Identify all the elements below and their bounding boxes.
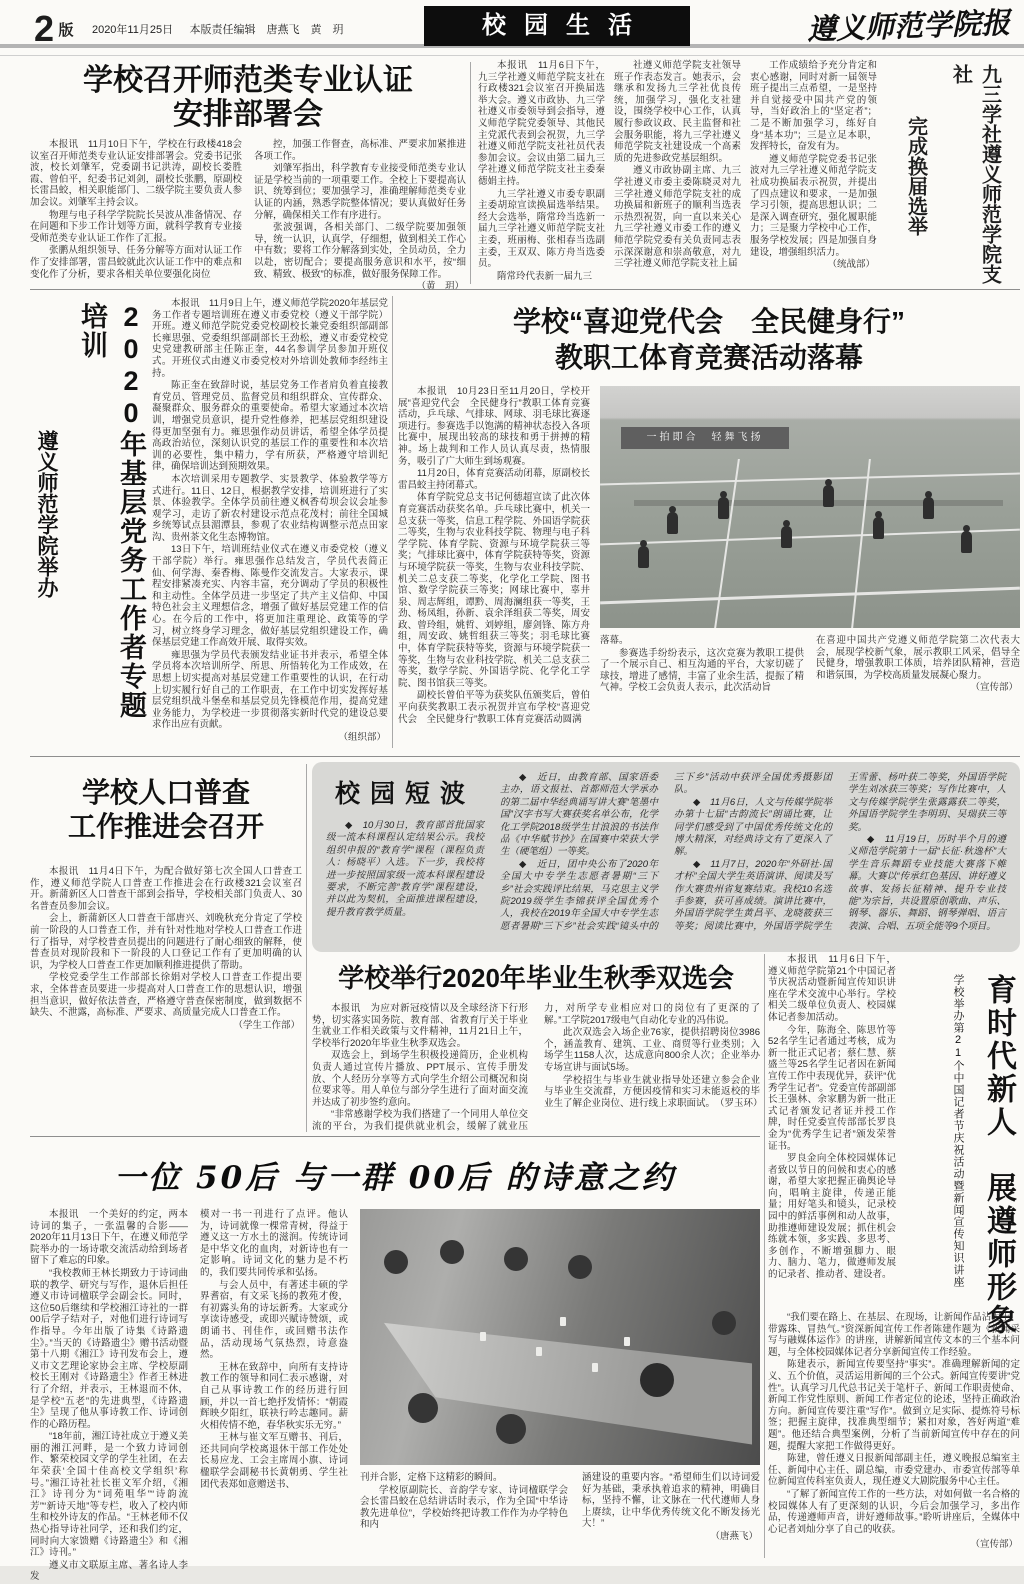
player-silhouette bbox=[961, 531, 972, 553]
player-silhouette bbox=[667, 512, 678, 534]
paragraph: “我们要在路上、在基层、在现场，让新闻作品沾泥土、带露珠、冒热气。”资深新闻宣传工作者陈建作题为《新闻采写与融媒体运作》的讲座，讲解新闻宣传文本的三个基本问题，与全体校园媒体记者分享新闻宣传工作经验。 bbox=[768, 1312, 1020, 1358]
paragraph: 13日下午，培训班结业仪式在遵义市委党校（遵义干部学院）举行。雍思强作总结发言，学员代表简正仙、何学海、秦香梅、陈曼作交流发言。大家表示，课程安排紧凑充实、内容丰富，充分调动了学员的积极性和主动性。全体学员进一步坚定了共产主义信仰、中国特色社会主义理想信念，增强了做好基层党建工作的信心。在今后的工作中，将更加注重理论、政策等的学习，树立终身学习理念，做好基层党组织建设工作，确保基层党建工作高效开展、取得实效。 bbox=[152, 544, 388, 649]
paragraph: 本报讯 11月10日下午，学校在行政楼418会议室召开师范类专业认证安排部署会。党委书记张波，校长刘肇军，党委副书记洪涛，副校长娄胜霞、曾伯平，纪委书记刘剑，副校长张鹏，原副校长雷昌蛟，相关职能部门、二级学院主要负责人参加会议。刘肇军主持会议。 bbox=[30, 139, 242, 208]
column-divider bbox=[392, 296, 393, 748]
article-column bbox=[152, 296, 388, 748]
byline: （唐燕飞） bbox=[710, 1530, 758, 1542]
header-meta bbox=[34, 8, 356, 50]
court-line bbox=[851, 459, 871, 628]
byline: （宣传部） bbox=[970, 682, 1018, 694]
vertical-headline-block bbox=[896, 954, 1020, 1337]
paragraph: “我校教师王林长期致力于诗词曲联的教学、研究与写作，退休后担任遵义市诗词楹联学会副会长。同时，这位50后继续和学校湘江诗社的一群00后学子结对子，对他们进行诗词写作指导。今年出版了诗集《诗路遗尘》。”当天的《诗路遗尘》赠书活动暨第十八期《湘江》诗刊发布会上，遵义市文艺理论家协会主席、学校原副校长王刚对《诗路遗尘》作者王林进行了介绍，并表示，王林退而不休，是学校“五老”的先进典型，《诗路遗尘》呈现了他从事诗教工作、诗词创作的心路历程。 bbox=[30, 1267, 188, 1430]
vertical-headline-block bbox=[30, 296, 152, 748]
person-silhouette bbox=[712, 1311, 736, 1335]
headline-main: 九三学社遵义师范学院支社 bbox=[949, 64, 1001, 284]
paragraph: 遵义市政协副主席、九三学社遵义市委主委陈晓灵对九三学社遵义师范学院支社的成功换届和新班子的顺利当选表示热烈祝贺，向一直以来关心九三学社遵义市委工作的遵义师范学院党委有关负责同志表示深深谢意和崇高敬意，对九三学社遵义师范学院支社上届 bbox=[614, 165, 741, 270]
byline: （黄 玥） bbox=[416, 281, 464, 293]
caption-column bbox=[816, 635, 1020, 695]
paragraph: 本报讯 为应对新冠疫情以及全球经济下行形势，切实落实国务院、教育部、省教育厅关于毕业生就业工作相关政策与文件精神，11月21日上午，学校举行2020年毕业生秋季双选会。 bbox=[312, 1003, 528, 1049]
vertical-headline-block bbox=[886, 60, 1020, 287]
paragraph: 王林与崔文军互赠书、刊后，还共同向学校离退休干部工作处处长易应龙、工会主席周小旗、诗词楹联学会副秘书长黄朝勇、学生社团代表郑如意赠送书、 bbox=[200, 1432, 348, 1490]
player-silhouette bbox=[781, 526, 792, 548]
article-headline-line2: 工作推进会召开 bbox=[67, 811, 264, 842]
badminton-courts-photo bbox=[600, 386, 1020, 628]
cup bbox=[560, 1317, 566, 1326]
paragraph: “了解了新闻宣传工作的一些方法，对如何做一名合格的校园媒体人有了更深刻的认识，今后会加强学习，多出作品，传递遵师声音，讲好遵师故事。”聆听讲座后，全媒体中心记者刘灿分享了自己的收获。 bbox=[768, 1488, 1020, 1535]
paragraph: 本报讯 11月6日下午，遵义师范学院第21个中国记者节庆祝活动暨新闻宣传知识讲座在学术交流中心举行。学校相关二级单位负责人、校园媒体记者参加活动。 bbox=[768, 954, 896, 1023]
column-divider bbox=[470, 62, 471, 284]
issue-date: 2020年11月25日 bbox=[91, 24, 174, 36]
cup bbox=[536, 1347, 542, 1356]
paragraph: 本报讯 11月4日下午，为配合做好第七次全国人口普查工作，遵义师范学院人口普查工作推进会在行政楼321会议室召开。新蒲新区人口普查干部到会指导，学校相关部门负责人、30名普查员参加会议。 bbox=[30, 866, 302, 912]
byline: （组织部） bbox=[338, 731, 386, 743]
person-silhouette bbox=[640, 1363, 674, 1397]
vertical-headline bbox=[950, 974, 1020, 1337]
photo-and-caption-block bbox=[600, 386, 1020, 726]
campus-briefs-box bbox=[312, 762, 1020, 952]
page-number: 2 bbox=[34, 8, 55, 49]
caption-column bbox=[582, 1472, 760, 1543]
paragraph: 与会人员中，有著述丰硕的学界耆宿，有文采飞扬的教苑才俊，有初露头角的诗坛新秀。大家或分享读诗感受，或即兴赋诗赞颂，或朗诵书、刊佳作，或回赠书法作品，活动现场气氛热烈，诗意盎然。 bbox=[200, 1279, 348, 1361]
paragraph: 工作成绩给予充分肯定和衷心感谢，同时对新一届领导班子提出三点希望，一是坚持并自觉接受中国共产党的领导，当好政治上的“坚定者”；二是不断加强学习，练好自身“基本功”；三是立足本职，发挥特长，奋发有为。 bbox=[750, 60, 877, 153]
poetry-meeting-photo bbox=[360, 1209, 760, 1465]
cup bbox=[592, 1363, 598, 1372]
article-column bbox=[768, 1312, 1020, 1538]
editors-line: 本版责任编辑 唐燕飞 黄 玥 bbox=[189, 24, 344, 36]
article-column bbox=[478, 60, 605, 287]
person-silhouette bbox=[384, 1250, 408, 1274]
caption-column bbox=[360, 1472, 568, 1543]
headline-sub: 完成换届选举 bbox=[904, 116, 927, 236]
brief-item: ◆ 11月6日，人文与传媒学院举办第十七届“古韵流长”朗诵比赛，让同学们感受到了中国优秀传统文化的博大精深，对经典诗文有了更深入了解。 bbox=[674, 796, 832, 858]
article-column bbox=[398, 386, 590, 726]
paragraph: 陈建表示，新闻宣传要坚持“事实”。准确理解新闻的定义、五个价值，灵活运用新闻的三个公式。新闻宣传要讲“党性”。认真学习几代总书记关于笔杆子、新闻工作职责使命、新闻工作党性原则、新闻工作者定位的论述，坚持正确政治方向。新闻宣传要注重“写作”。做到立足实际、提炼符号标签；把握主旋律，找准典型细节；紧扣对象，答好两道“难题”。他还结合典型案例，分析了当前新闻宣传中存在的问题，提醒大家把工作做得更好。 bbox=[768, 1359, 1020, 1452]
paragraph: 九三学社遵义市委专职副主委胡琼宣读换届选举结果。经大会选举，隋常玲当选新一届九三学社遵义师范学院支社主委，班丽梅、张相春当选副主委，王双双、陈方舟当选委员。 bbox=[478, 188, 605, 270]
photo-banner-text: 一拍即合 轻舞飞扬 bbox=[621, 427, 789, 449]
article-headline-line2: 教职工体育竞赛活动落幕 bbox=[554, 342, 863, 373]
paragraph: 雍思强为学员代表颁发结业证书并表示，希望全体学员将本次培训所学、所思、所悟转化为工作成效，在思想上切实提高对基层党建工作重要性的认识，在行动上切实履行好自己的工作职责，在工作中切实发挥好基层党组织战斗堡垒和基层党员先锋模范作用，提高党建业务能力，为学校进一步贯彻落实新时代党的建设总要求作出应有贡献。 bbox=[152, 649, 388, 731]
paragraph: 模对一书一刊进行了点评。他认为，诗词就像一棵常青树，得益于遵义这一方水土的滋润。传统诗词是中华文化的血肉，对新诗也有一定影响。诗词文化的魅力是不朽的，我们要共同传承和弘扬。 bbox=[200, 1209, 348, 1278]
paragraph: 副校长曾伯平等为获奖队伍颁奖后，曾伯平向获奖教职工表示祝贺并宣布学校“喜迎党代会 全民健身行”教职工体育竞赛活动圆满 bbox=[398, 690, 590, 725]
brief-item: ◆ 11月19日，历时半个月的遵义师范学院第十一届“长征·秋逸杯”大学生音乐舞蹈专业技能大赛落下帷幕。大赛以“传承红色基因、讲好遵义故事、发扬长征精神、提升专业技能”为宗旨，共设置原创歌曲、声乐、钢琴、器乐、舞蹈、钢琴弹唱、语言表演、合唱、五项全能等9个项目。 bbox=[848, 834, 1006, 932]
person-silhouette bbox=[496, 1414, 526, 1444]
paragraph: 11月20日，体育竞赛活动闭幕，原副校长雷昌蛟主持闭幕式。 bbox=[398, 468, 590, 491]
player-silhouette bbox=[638, 546, 649, 568]
player-silhouette bbox=[923, 497, 934, 519]
paragraph: 张波强调，各相关部门、二级学院要加强领导，统一认识，认真学，仔细想，做到相关工作心中有数；要将工作分解落到实处，全员动员，全力以赴，密切配合；要提高服务意识和水平，按“细致、精致、极致”的标准，做好服务保障工作。 bbox=[254, 222, 466, 280]
section-divider bbox=[30, 289, 1020, 290]
article-column bbox=[768, 954, 896, 1306]
article-column bbox=[750, 60, 877, 287]
paragraph: 体育学院党总支书记何德超宣读了此次体育竞赛活动获奖名单。乒乓球比赛中，机关一总支获一等奖，信息工程学院、外国语学院获二等奖，生物与农业科技学院、物理与电子科学学院、体育学院、资源与环境学院获三等奖；气排球比赛中，体育学院获特等奖，资源与环境学院获一等奖，生物与农业科技学院、机关二总支获二等奖，化学化工学院、图书馆、数学学院获三等奖；网球比赛中，辜井泉、周志辉组，谭黔、周海澜组获一等奖，王劲、杨凤组，孙新、袁余泽组获二等奖，周安政、曾玲组，姚哲、刘婷组，廖剑锋、陈方舟组，周安政、姚哲组获三等奖；羽毛球比赛中，体育学院获特等奖，资源与环境学院获一等奖，生物与农业科技学院、机关二总支获二等奖，数学学院、外国语学院、化学化工学院、图书馆获三等奖。 bbox=[398, 492, 590, 689]
masthead-logo: 遵义师范学院报 bbox=[806, 5, 1011, 47]
section-divider bbox=[30, 756, 1020, 757]
court-line bbox=[714, 459, 740, 628]
brief-item: ◆ 近日，由教育部、国家语委主办，语文报社、首都师范大学承办的第二届中华经典诵写讲大赛“笔墨中国”汉字书写大赛获奖名单公布，化学化工学院2018级学生甘浪浪的书法作品《中华赋节抄》在国赛中荣获大学生（硬笔组）一等奖。 bbox=[500, 772, 658, 858]
person-silhouette bbox=[568, 1255, 592, 1279]
player-silhouette bbox=[873, 517, 884, 539]
person-silhouette bbox=[440, 1240, 464, 1264]
article-journalists-day bbox=[768, 954, 1020, 1560]
paragraph: 陈正奎在致辞时说，基层党务工作者肩负着直接教育党员、管理党员、监督党员和组织群众、宣传群众、凝聚群众、服务群众的重要使命。希望大家通过本次培训，增强党员意识，提升党性修养，把基层党组织建设得更加坚强有力。雍思强作动员讲话，希望全体学员提高政治站位，深刻认识党的基层工作的重要性和本次培训的必要性，集中精力，学有所获，严格遵守培训纪律，确保培训达到预期效果。 bbox=[152, 380, 388, 473]
cup bbox=[480, 1332, 486, 1341]
briefs-title: 校园短波 bbox=[334, 780, 475, 808]
paragraph: 控，加强工作督查，高标准、严要求加紧推进各项工作。 bbox=[254, 139, 466, 162]
paragraph: 刘肇军指出，科学教育专业接受师范类专业认证是学校当前的一项重要工作。全校上下要提高认识、统筹到位；要加强学习，准确理解师范类专业认证的内涵，熟悉学院整体情况；要认真做好任务分解，确保相关工作有序进行。 bbox=[254, 163, 466, 221]
article-column bbox=[614, 60, 741, 287]
paragraph: 学校党委学生工作部部长徐娟对学校人口普查工作提出要求，全体普查员要进一步提高对人口普查工作的思想认识，增强担当意识，做好依法普查，严格遵守普查保密制度，做到数据不缺失、不泄露，高标准、严要求、高质量完成人口普查工作。 bbox=[30, 972, 302, 1019]
paragraph: 本次培训采用专题教学、实景教学、体验教学等方式进行。11日、12日，根据教学安排，培训班进行了实景、体验教学。全体学员前往遵义枫香苟坝会议会址参观学习，走访了新农村建设示范点花茂村；前往全国城乡统筹试点县湄潭县，参观了农业结构调整示范点田家沟、贵州茶文化生态博物馆。 bbox=[152, 473, 388, 543]
paragraph: 隋常玲代表新一届九三 bbox=[497, 270, 593, 282]
article-headline: 学校举行2020年毕业生秋季双选会 bbox=[338, 963, 734, 993]
column-divider bbox=[306, 764, 307, 1132]
player-silhouette bbox=[823, 485, 834, 507]
player-silhouette bbox=[718, 497, 729, 519]
paragraph: 本报讯 一个美好的约定，两本诗词的集子，一张温馨的合影——2020年11月13日下午，在遵义师范学院举办的一场诗歌交流活动给到场者留下了难忘的印象。 bbox=[30, 1209, 188, 1267]
article-census-meeting bbox=[30, 766, 302, 1130]
paragraph: 陈建，曾任遵义日报新闻部副主任，遵义晚报总编室主任、新闻中心主任、副总编，市委党建办、市委宣传部等单位新闻宣传科室负责人，现任遵义大剧院服务中心主任。 bbox=[768, 1453, 1020, 1488]
cup bbox=[624, 1337, 630, 1346]
paragraph: 遵义师范学院党委书记张波对九三学社遵义师范学院支社成功换届表示祝贺，并提出了四点建议和要求，一是加强学习引领，提高思想认识；二是深入调查研究，强化履职能力；三是聚力学校中心工作，服务学校发展；四是加强自身建设，增强组织活力。 bbox=[750, 153, 877, 258]
paragraph: 学校招生与毕业生就业指导处还建立参会企业与毕业生交流群，方便因疫情和实习未能返校的毕业生了解企业岗位、进行线上求职面试。 （罗玉环） bbox=[544, 1074, 763, 1109]
headline-kicker: 遵义师范学院举办 bbox=[35, 430, 58, 598]
article-poetry-meeting bbox=[30, 1140, 760, 1583]
article-accreditation-meeting bbox=[30, 62, 466, 293]
article-headline: 学校人口普查 bbox=[81, 777, 250, 808]
court-line bbox=[600, 529, 1020, 546]
paragraph: 社遵义师范学院支社领导班子作表态发言。她表示，会继承和发扬九三学社优良传统，加强学习，强化支社建设，围绕学校中心工作，认真履行参政议政、民主监督和社会服务职能，将九三学社遵义师范学院支社建设成一个高素质的先进参政党基层组织。 bbox=[614, 60, 741, 164]
article-party-training bbox=[30, 296, 388, 748]
paragraph: 学校原副院长、音韵学专家、诗词楹联学会会长雷昌蛟在总结讲话时表示，作为全国“中华诗教先进单位”，学校始终把诗教工作作为办学特色和内 bbox=[360, 1484, 568, 1531]
brief-item: ◆ 近日，团中央公布了2020年全国大中专学生志愿者暑期“三下乡”社会实践评比结果，马克思主义学院2019级学生李锦获评全国优秀个人，我校在2019年全国大中专学生志愿者暑期“三下乡”社会实践“镜头中的三下乡”活动中获评全国优秀摄影团队。 bbox=[500, 772, 832, 932]
paragraph: 双选会上，到场学生积极投递简历，企业机构负责人通过宣传片播放、PPT展示、宣传手册发放、个人经历分享等方式向学生介绍公司概况和岗位要求等。用人单位与部分学生进行了面对面交流并达成了初步签约意向。 bbox=[312, 1050, 528, 1108]
section-banner: 校园生活 bbox=[424, 6, 690, 46]
paragraph: 张鹏从组织领导、任务分解等方面对认证工作作了安排部署，雷昌蛟就此次认证工作中的难点和变化作了分析，要求各相关单位要强化岗位 bbox=[30, 245, 242, 280]
vertical-headline bbox=[31, 302, 151, 748]
page-header bbox=[0, 0, 1024, 58]
paragraph: 本报讯 11月6日下午，九三学社遵义师范学院支社在行政楼321会议室召开换届选举大会。遵义市政协、九三学社遵义市委领导到会指导，遵义师范学院党委领导、其他民主党派代表到会祝贺，九三学社遵义师范学院支社社员代表参加会议。会议由第二届九三学社遵义师范学院支社主委秦德娟主持。 bbox=[478, 60, 605, 187]
paragraph: “18年前，湘江诗社成立于遵义美丽的湘江河畔，是一个致力诗词创作、繁荣校园文学的学生社团，在去年荣获‘全国十佳高校文学组织’称号。”湘江诗社社长崔文军介绍，《湘江》诗刊分为“词苑咀华”“诗韵流芳”“新诗天地”等专栏，收入了校内师生和校外诗友的作品。“王林老师不仅热心指导诗社同学，还和我们约定，同时向大家馈赠《诗路遗尘》和《湘江》诗刊。” bbox=[30, 1431, 188, 1559]
paragraph: 本报讯 10月23日至11月20日，学校开展“喜迎党代会 全民健身行”教职工体育竞赛活动，乒乓球、气排球、网球、羽毛球比赛逐项进行。参赛选手以饱满的精神状态投入各项比赛中，展现出较高的球技和勇于拼搏的精神。场上裁判和工作人员认真尽责，热情服务，吸引了广大师生到场观赛。 bbox=[398, 386, 590, 467]
photo-and-caption-block bbox=[360, 1209, 760, 1584]
article-headline-line2: 安排部署会 bbox=[173, 98, 323, 131]
headline-main: 2020年基层党务工作者专题培训 bbox=[77, 302, 146, 720]
badminton-net bbox=[634, 500, 1004, 506]
article-jiusan-election bbox=[478, 60, 1020, 287]
headline-main: 育时代新人 展遵师形象 bbox=[982, 974, 1015, 1337]
article-headline: 学校“喜迎党代会 全民健身行” bbox=[512, 306, 905, 337]
paragraph: 刊并合影，定格下这精彩的瞬间。 bbox=[360, 1472, 503, 1483]
byline: （宣传部） bbox=[970, 1539, 1018, 1550]
article-sports-competition bbox=[398, 296, 1020, 748]
court-line bbox=[600, 587, 1020, 605]
article-columns bbox=[312, 1003, 763, 1143]
person-silhouette bbox=[504, 1247, 528, 1271]
article-column bbox=[200, 1209, 348, 1584]
brief-item: ◆ 10月30日，教育部首批国家级一流本科课程认定结果公示。我校组织申报的“教育学”课程（课程负责人：杨晓平）入选。下一步，我校将进一步按照国家级一流本科课程建设要求，不断完善“教育学”课程建设，并以此为契机，全面推进课程建设，提升教育教学质量。 bbox=[326, 820, 484, 918]
paragraph: 落幕。 bbox=[600, 635, 629, 646]
paragraph: 涵建设的重要内容。“希望师生们以诗词爱好为基础，秉承执着追求的精神，明确目标，坚持不懈，让文脉在一代代遵师人身上赓续，让中华优秀传统文化不断发扬光大！” bbox=[582, 1472, 760, 1530]
byline: （统战部） bbox=[827, 259, 875, 271]
byline: （学生工作部） bbox=[233, 1019, 300, 1031]
paragraph: 王林在致辞中，向所有支持诗教工作的领导和同仁表示感谢，对自己从事诗教工作的经历进行回顾，并以一首七绝抒发情怀：“朝霞辉映夕阳红，联袂行吟志趣同。薪火相传情不绝，春华秋实乐无穷。” bbox=[200, 1361, 348, 1431]
brief-item: ◆ 11月7日，2020年“外研社·国才杯”全国大学生英语演讲、阅读及写作大赛贵州省复赛结束。我校10名选手参赛，获可喜成绩。演讲比赛中，外国语学院学生黄昌平、龙晓筱获三等奖；阅读比赛中，外国语学院学生王雪蕾、杨叶获二等奖，外国语学院学生刘冰获三等奖；写作比赛中，人文与传媒学院学生张露露获二等奖，外国语学院学生李明玥、吴瑞获三等奖。 bbox=[674, 772, 1006, 932]
paragraph: 本报讯 11月9日上午，遵义师范学院2020年基层党务工作者专题培训班在遵义市委党校（遵义干部学院）开班。遵义师范学院党委党校副校长兼党委组织部副部长雍思强、党委组织部副部长王劲松，遵义市委党校党史党建教研部主任陈正奎，44名参训学员参加开班仪式。开班仪式由遵义市委党校对外培训处教师李经纬主持。 bbox=[152, 298, 388, 379]
court-line bbox=[600, 472, 1020, 485]
paragraph: 参赛选手纷纷表示，这次竞赛为教职工提供了一个展示自己、相互沟通的平台，大家切磋了球技，增进了感情，丰富了业余生活，提振了精气神。学校工会负责人表示，此次活动旨 bbox=[600, 647, 804, 694]
caption-column bbox=[600, 635, 804, 695]
vertical-headline bbox=[902, 64, 1005, 287]
article-column bbox=[254, 139, 466, 293]
paragraph: 会上，新蒲新区人口普查干部唐兴、刘晚秋充分肯定了学校前一阶段的人口普查工作，并有针对性地对学校人口普查工作进行了指导，对学校普查员提出的问题进行了耐心细致的解释，使普查员对现阶段和下一阶段的人口登记工作有了更加明确的认识，为学校人口普查工作更加顺利推进提供了帮助。 bbox=[30, 913, 302, 971]
article-headline: 学校召开师范类专业认证 bbox=[83, 64, 413, 97]
section-divider bbox=[30, 1136, 760, 1137]
article-job-fair bbox=[312, 956, 763, 1134]
paragraph: 今年，陈海全、陈思竹等52名学生记者通过考核，成为新一批正式记者；蔡仁慧、蔡盛兰等25名学生记者因在新闻宣传工作中表现优异，获评“优秀学生记者”。党委宣传部副部长王强林、余家鹏为新一批正式记者颁发记者证并授工作牌，时任党委宣传部部长罗良金为“优秀学生记者”颁发荣誉证书。 bbox=[768, 1024, 896, 1152]
paragraph: 物理与电子科学学院院长吴波从准备情况、存在问题和下步工作计划等方面，就科学教育专业接受师范类专业认证工作作了汇报。 bbox=[30, 209, 242, 244]
paragraph: “非常感谢学校为我们搭建了一个同用人单位交流的平台，为我们提供就业机会，缓解了就业压力，对所学专业相应对口的岗位有了更深的了解。”工学院2017级电气自动化专业的冯伟说。 bbox=[312, 1003, 760, 1132]
article-headline: 一位 50后 与一群 00后 的诗意之约 bbox=[114, 1160, 676, 1196]
column-divider bbox=[764, 954, 765, 1558]
person-silhouette bbox=[408, 1393, 438, 1423]
paragraph: 在喜迎中国共产党遵义师范学院第二次代表大会，展现学校新气象，展示教职工风采，倡导全民健身，增强教职工体质，培养团队精神，营造和谐氛围，为学校高质量发展凝心聚力。 bbox=[816, 635, 1020, 681]
page-number-label: 版 bbox=[58, 21, 74, 39]
article-column bbox=[30, 139, 242, 293]
paragraph: 遵义市文联原主席、著名诗人李发 bbox=[30, 1559, 188, 1583]
article-column bbox=[30, 1209, 188, 1584]
paragraph: 罗良金向全体校园媒体记者致以节日的问候和衷心的感谢，希望大家把握正确舆论导向，唱响主旋律，传递正能量；用好笔头和镜头，记录校园中的鲜活事例和动人故事，助推遵师建设发展；抓住机会练就本领，多实践、多思考、多创作，不断增强脚力、眼力、脑力、笔力，做遵师发展的记录者、推动者、建设者。 bbox=[768, 1153, 896, 1281]
conference-table bbox=[384, 1276, 752, 1445]
headline-kicker: 学校举办第21个中国记者节庆祝活动暨新闻宣传知识讲座 bbox=[952, 974, 964, 1288]
paragraph: 此次双选会入场企业76家，提供招聘岗位3986个，涵盖教育、建筑、工业、商贸等行业类别；入场学生1158人次，达成意向800余人次；企业举办专场宣讲与面试5场。 bbox=[544, 1027, 760, 1073]
